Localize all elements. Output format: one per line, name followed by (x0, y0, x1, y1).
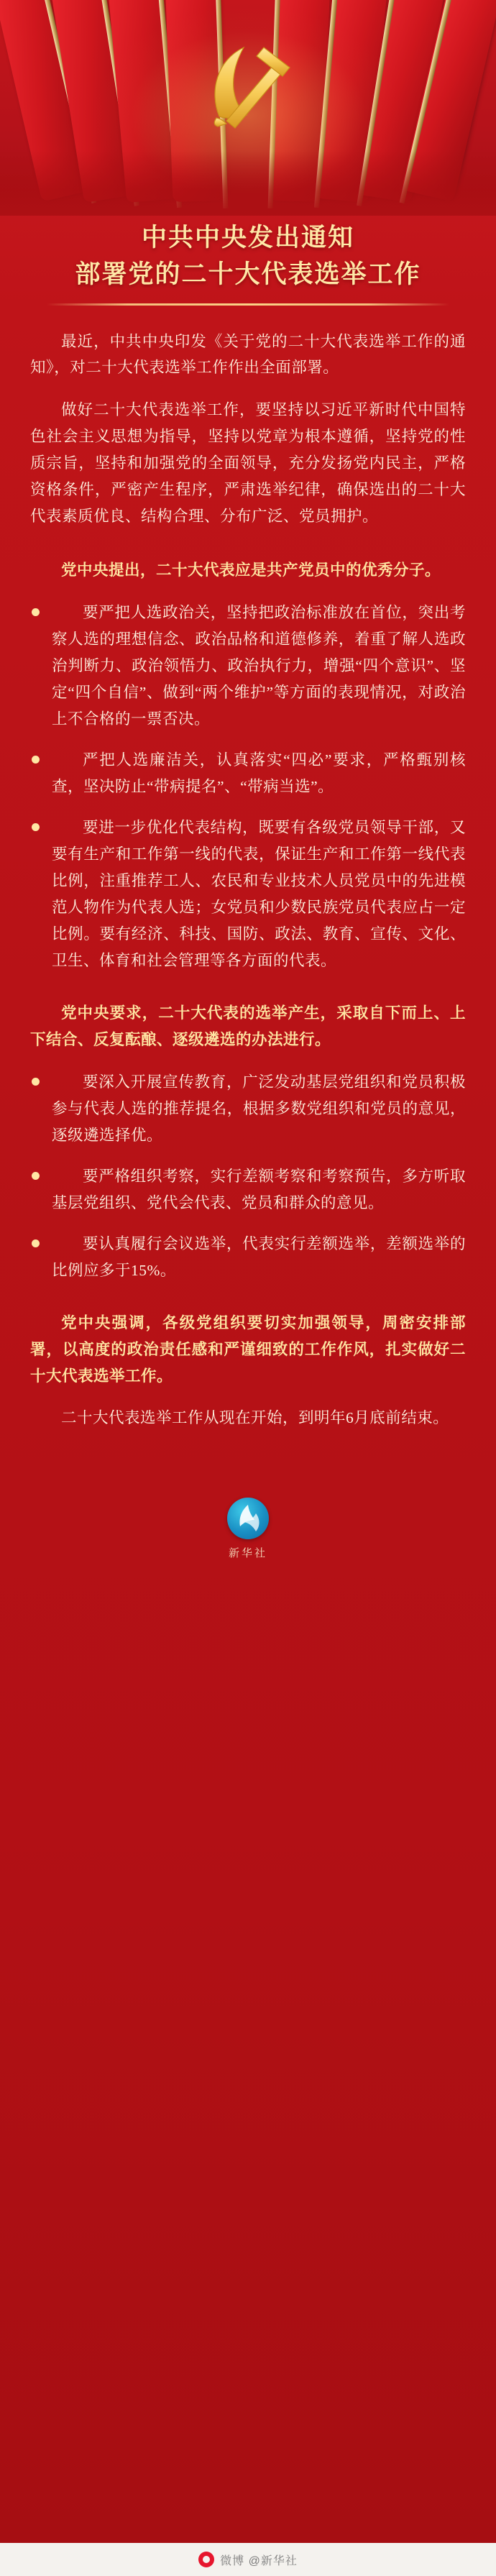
bullet-dot-icon (32, 823, 40, 831)
paragraph-lead: 党中央要求，二十大代表的选举产生，采取自下而上、上下结合、反复酝酿、逐级遴选的办法进行。 (30, 1004, 466, 1048)
list-item-text: 要严把人选政治关，坚持把政治标准放在首位，突出考察人选的理想信念、政治品格和道德修养，着重了解人选政治判断力、政治领悟力、政治执行力，增强“四个意识”、坚定“四个自信”、做到“两个维护”等方面的表现情况，对政治上不合格的一票否决。 (52, 604, 466, 728)
list-item-text: 要严格组织考察，实行差额考察和考察预告，多方听取基层党组织、党代会代表、党员和群众的意见。 (52, 1167, 466, 1211)
agency-name: 新华社 (228, 1548, 267, 1560)
footer (0, 1476, 496, 1573)
title-line-2: 部署党的二十大代表选举工作 (75, 260, 421, 288)
bullet-dot-icon (32, 608, 40, 616)
page-title (0, 216, 496, 321)
bullet-dot-icon (32, 1239, 40, 1247)
banner-header (0, 0, 496, 216)
weibo-handle: 微博 @新华社 (220, 2554, 298, 2567)
bullet-dot-icon (32, 1172, 40, 1180)
list-item (30, 1231, 466, 1284)
weibo-watermark-bar (0, 2543, 496, 2576)
list-item-text: 要深入开展宣传教育，广泛发动基层党组织和党员积极参与代表人选的推荐提名，根据多数党组织和党员的意见，逐级遴选择优。 (52, 1073, 466, 1144)
banner-fade (0, 151, 496, 216)
list-item (30, 747, 466, 800)
bullet-dot-icon (32, 756, 40, 764)
article-body (0, 321, 496, 1477)
list-item-text: 要进一步优化代表结构，既要有各级党员领导干部，又要有生产和工作第一线的代表，保证生产和工作第一线代表比例，注重推荐工人、农民和专业技术人员党员中的先进模范人物作为代表人选；女党员和少数民族党员代表应占一定比例。要有经济、科技、国防、政法、教育、宣传、文化、卫生、体育和社会管理等各方面的代表。 (52, 819, 466, 969)
xinhua-logo-icon (227, 1498, 269, 1539)
hammer-sickle-emblem-icon (195, 29, 301, 135)
list-item (30, 815, 466, 974)
paragraph: 做好二十大代表选举工作，要坚持以习近平新时代中国特色社会主义思想为指导，坚持以党章为根本遵循，坚持党的性质宗旨，坚持和加强党的全面领导，充分发扬党内民主，严格资格条件，严密产生程序，严肃选举纪律，确保选出的二十大代表素质优良、结构合理、分布广泛、党员拥护。 (30, 401, 466, 526)
list-item (30, 1069, 466, 1149)
title-divider (47, 303, 449, 306)
paragraph: 二十大代表选举工作从现在开始，到明年6月底前结束。 (61, 1409, 449, 1427)
paragraph-lead: 党中央提出，二十大代表应是共产党员中的优秀分子。 (61, 562, 441, 579)
paragraph: 最近，中共中央印发《关于党的二十大代表选举工作的通知》，对二十大代表选举工作作出全面部署。 (30, 332, 466, 377)
list-item (30, 1163, 466, 1216)
title-line-1: 中共中央发出通知 (141, 224, 354, 252)
list-item-text: 要认真履行会议选举，代表实行差额选举，差额选举的比例应多于15%。 (52, 1234, 466, 1279)
list-item-text: 严把人选廉洁关，认真落实“四必”要求，严格甄别核查，坚决防止“带病提名”、“带病当选”。 (52, 751, 466, 796)
weibo-eye-icon (198, 2552, 214, 2567)
bullet-dot-icon (32, 1078, 40, 1086)
paragraph-lead: 党中央强调，各级党组织要切实加强领导，周密安排部署，以高度的政治责任感和严谨细致的工作作风，扎实做好二十大代表选举工作。 (30, 1314, 466, 1385)
list-item (30, 600, 466, 733)
